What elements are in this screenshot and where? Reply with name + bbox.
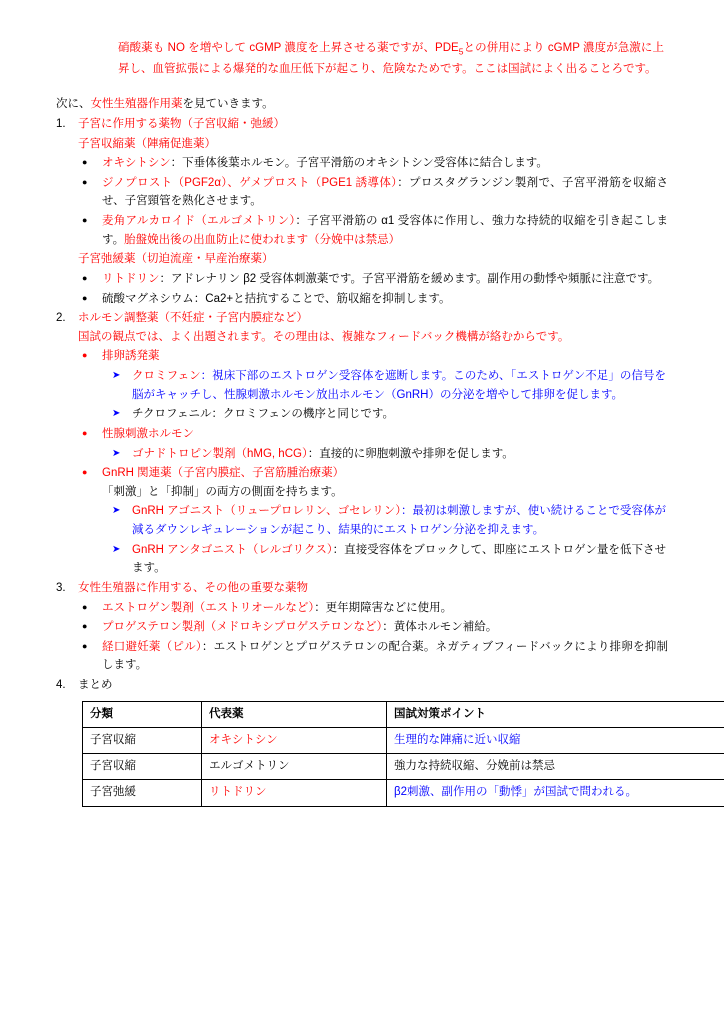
list-item (112, 405, 678, 424)
drug-name: オキシトシン (102, 157, 171, 170)
section-2-title: ホルモン調整薬（不妊症・子宮内膜症など） (78, 312, 308, 325)
bullet-icon (82, 599, 102, 618)
cell-category: 子宮収縮 (83, 754, 202, 780)
section-4-title: まとめ (78, 679, 113, 692)
lead-suffix: を見ていきます。 (182, 98, 274, 111)
lead-line (56, 95, 678, 114)
subhead-uterine-contraction: 子宮収縮薬（陣痛促進薬） (78, 137, 216, 150)
table-header-point: 国試対策ポイント (387, 701, 724, 727)
cell-drug: リトドリン (202, 780, 387, 806)
list-item (112, 445, 678, 464)
intro-subscript: 5 (458, 46, 464, 57)
drug-name: リトドリン (102, 272, 160, 285)
list-item (82, 347, 678, 366)
drug-name: 麦角アルカロイド（エルゴメトリン） (102, 215, 296, 228)
drug-name: 硫酸マグネシウム (102, 292, 194, 305)
bullet-icon (82, 174, 102, 211)
bullet-icon (82, 212, 102, 249)
drug-name: プロゲステロン製剤（メドロキシプロゲステロンなど） (102, 621, 383, 634)
table-header-category: 分類 (83, 701, 202, 727)
drug-name: ジノプロスト（PGF2α）、ゲメプロスト（PGE1 誘導体） (102, 176, 398, 189)
list-item (82, 618, 678, 637)
drug-desc: ：下垂体後葉ホルモン。子宮平滑筋のオキシトシン受容体に結合します。 (170, 157, 548, 170)
table-header-row (83, 701, 724, 727)
drug-desc: ：直接受容体をブロックして、即座にエストロゲン量を低下させます。 (132, 543, 666, 575)
drug-desc: ：エストロゲンとプロゲステロンの配合薬。ネガティブフィードバックにより排卵を抑制します。 (102, 640, 668, 672)
drug-desc: ：黄体ホルモン補給。 (382, 621, 498, 634)
bullet-icon (82, 154, 102, 173)
cell-drug: エルゴメトリン (202, 754, 387, 780)
list-item (82, 425, 678, 444)
list-item (82, 174, 678, 211)
list-item (82, 464, 678, 483)
section-3-title: 女性生殖器に作用する、その他の重要な薬物 (78, 581, 308, 594)
section-4-number: 4. (56, 679, 66, 692)
arrow-icon (112, 367, 132, 404)
section-3-number: 3. (56, 581, 66, 594)
bullet-icon (82, 270, 102, 289)
section-2-note: 国試の観点では、よく出題されます。その理由は、複雑なフィードバック機構が絡むからです。 (78, 330, 570, 343)
intro-paragraph (118, 38, 664, 79)
section-3 (56, 579, 678, 598)
cell-category: 子宮収縮 (83, 727, 202, 753)
group-label: 排卵誘発薬 (102, 350, 160, 363)
list-item (82, 270, 678, 289)
drug-name: ゴナドトロピン製剤（hMG, hCG） (132, 447, 308, 460)
list-item (82, 638, 678, 675)
section-1-number: 1. (56, 117, 66, 130)
list-item (82, 290, 678, 309)
list-item (112, 502, 678, 539)
drug-desc: ：クロミフェンの機序と同じです。 (211, 408, 394, 421)
table-row (83, 754, 724, 780)
subhead-uterine-relaxant: 子宮弛緩薬（切迫流産・早産治療薬） (78, 253, 274, 266)
intro-text-part-2: との併用により cGMP 濃度が急激に上昇し、血管拡張による爆発的な血圧低下が起こり、危険なためです。ここは国試によく出ることろです。 (118, 42, 664, 76)
drug-desc: ：子宮平滑筋の α1 受容体に作用し、強力な持続的収縮を引き起こします。 (102, 215, 668, 246)
group-label: 性腺刺激ホルモン (102, 427, 194, 440)
drug-name: GnRH アゴニスト（リュープロレリン、ゴセレリン） (132, 505, 401, 518)
table-row (83, 727, 724, 753)
summary-table (82, 701, 724, 807)
table-header-drug: 代表薬 (202, 701, 387, 727)
drug-desc: ：最初は刺激しますが、使い続けることで受容体が減るダウンレギュレーションが起こり、結果的にエストロゲン分泌を抑えます。 (132, 505, 667, 537)
group-label: GnRH 関連薬（子宮内膜症、子宮筋腫治療薬） (102, 467, 345, 480)
drug-desc: ：直接的に卵胞刺激や排卵を促します。 (307, 447, 514, 460)
drug-name: クロミフェン (132, 370, 201, 383)
drug-extra-note: 胎盤娩出後の出血防止に使われます（分娩中は禁忌） (124, 233, 401, 246)
arrow-icon (112, 445, 132, 464)
gnrh-sublead: 「刺激」と「抑制」の両方の側面を持ちます。 (102, 485, 343, 498)
section-2-number: 2. (56, 312, 66, 325)
section-4 (56, 676, 678, 695)
arrow-icon (112, 405, 132, 424)
bullet-icon (82, 464, 102, 483)
drug-desc: ：プロスタグランジン製剤で、子宮平滑筋を収縮させ、子宮頸管を熟化させます。 (102, 176, 668, 208)
cell-point: 生理的な陣痛に近い収縮 (387, 727, 724, 753)
table-row (83, 780, 724, 806)
section-2 (56, 309, 678, 328)
bullet-icon (82, 618, 102, 637)
lead-emphasis: 女性生殖器作用薬 (90, 98, 183, 111)
cell-point: β2刺激、副作用の「動悸」が国試で問われる。 (387, 780, 724, 806)
cell-drug: オキシトシン (202, 727, 387, 753)
arrow-icon (112, 541, 132, 578)
list-item (112, 541, 678, 578)
bullet-icon (82, 347, 102, 366)
section-1-title: 子宮に作用する薬物（子宮収縮・弛緩） (78, 117, 285, 130)
arrow-icon (112, 502, 132, 539)
intro-text-part-1: 硝酸薬も NO を増やして cGMP 濃度を上昇させる薬ですが、PDE (118, 42, 459, 54)
drug-desc: ：視床下部のエストロゲン受容体を遮断します。このため、「エストロゲン不足」の信号を脳がキャッチし、性腺刺激ホルモン放出ホルモン（GnRH）の分泌を増やして排卵を促します。 (132, 370, 666, 401)
bullet-icon (82, 290, 102, 309)
section-1 (56, 115, 678, 134)
drug-name: GnRH アンタゴニスト（レルゴリクス） (132, 543, 333, 556)
cell-point: 強力な持続収縮、分娩前は禁忌 (387, 754, 724, 780)
bullet-icon (82, 425, 102, 444)
drug-name: エストロゲン製剤（エストリオールなど） (102, 601, 315, 614)
list-item (112, 367, 678, 404)
drug-desc: ：更年期障害などに使用。 (314, 601, 453, 614)
drug-name: 経口避妊薬（ピル） (102, 640, 202, 653)
drug-desc: ：Ca2+と拮抗することで、筋収縮を抑制します。 (193, 292, 451, 305)
list-item (82, 154, 678, 173)
list-item (82, 212, 678, 249)
drug-desc: ：アドレナリン β2 受容体刺激薬です。子宮平滑筋を緩めます。副作用の動悸や頻脈に注意です。 (159, 272, 660, 285)
drug-name: チクロフェニル (132, 408, 212, 421)
lead-prefix: 次に、 (56, 98, 91, 111)
list-item (82, 599, 678, 618)
bullet-icon (82, 638, 102, 675)
cell-category: 子宮弛緩 (83, 780, 202, 806)
